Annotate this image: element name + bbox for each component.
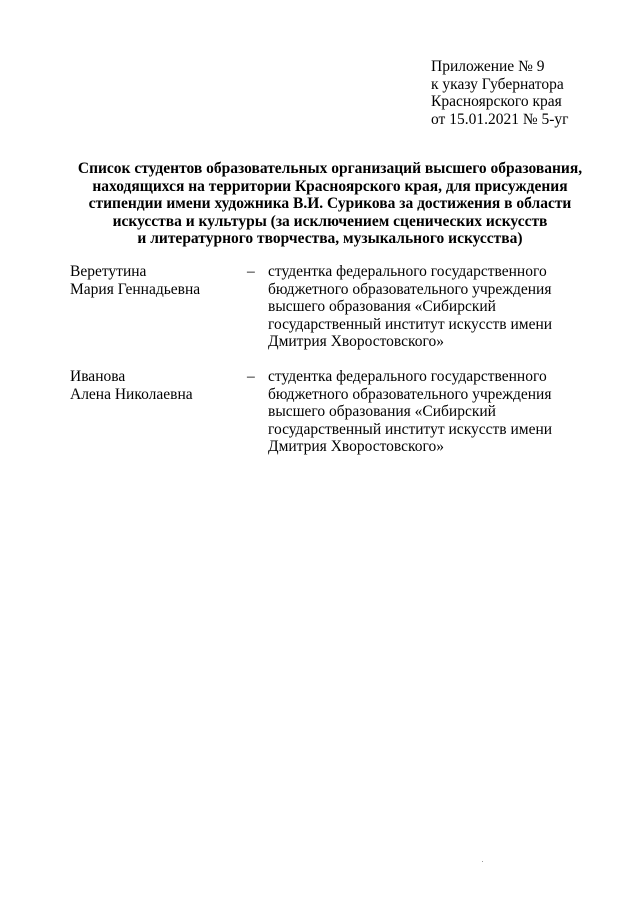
description-line: высшего образования «Сибирский [268, 298, 496, 315]
scan-speck [482, 861, 483, 862]
appendix-header [431, 58, 569, 128]
description-line: Дмитрия Хворостовского» [268, 438, 445, 455]
student-surname: Иванова [70, 368, 126, 385]
student-description [268, 263, 552, 351]
description-line: Дмитрия Хворостовского» [268, 333, 445, 350]
title-line: и литературного творчества, музыкального искусства) [137, 230, 523, 248]
dash-separator: – [247, 368, 255, 385]
description-line: государственный институт искусств имени [268, 315, 553, 333]
document-title [60, 160, 600, 248]
student-name [70, 368, 193, 403]
description-line: бюджетного образовательного учреждения [268, 280, 552, 298]
student-given-name: Мария Геннадьевна [70, 280, 201, 298]
student-description [268, 368, 552, 456]
title-line: находящихся на территории Красноярского края, для присуждения [92, 177, 568, 195]
description-line: студентка федерального государственного [268, 368, 547, 385]
title-line: Список студентов образовательных организаций высшего образования, [77, 160, 583, 177]
title-line: стипендии имени художника В.И. Сурикова за достижения в области [88, 195, 572, 213]
title-line: искусства и культуры (за исключением сценических искусств [112, 212, 548, 230]
appendix-line: Приложение № 9 [431, 58, 545, 75]
appendix-line: к указу Губернатора [431, 75, 564, 93]
student-name [70, 263, 200, 298]
student-given-name: Алена Николаевна [70, 385, 193, 403]
appendix-line: от 15.01.2021 № 5-уг [431, 110, 569, 128]
dash-separator: – [247, 263, 255, 280]
description-line: высшего образования «Сибирский [268, 403, 496, 420]
description-line: бюджетного образовательного учреждения [268, 385, 552, 403]
description-line: студентка федерального государственного [268, 263, 547, 280]
appendix-line: Красноярского края [431, 93, 562, 110]
student-surname: Веретутина [70, 263, 147, 280]
description-line: государственный институт искусств имени [268, 420, 553, 438]
